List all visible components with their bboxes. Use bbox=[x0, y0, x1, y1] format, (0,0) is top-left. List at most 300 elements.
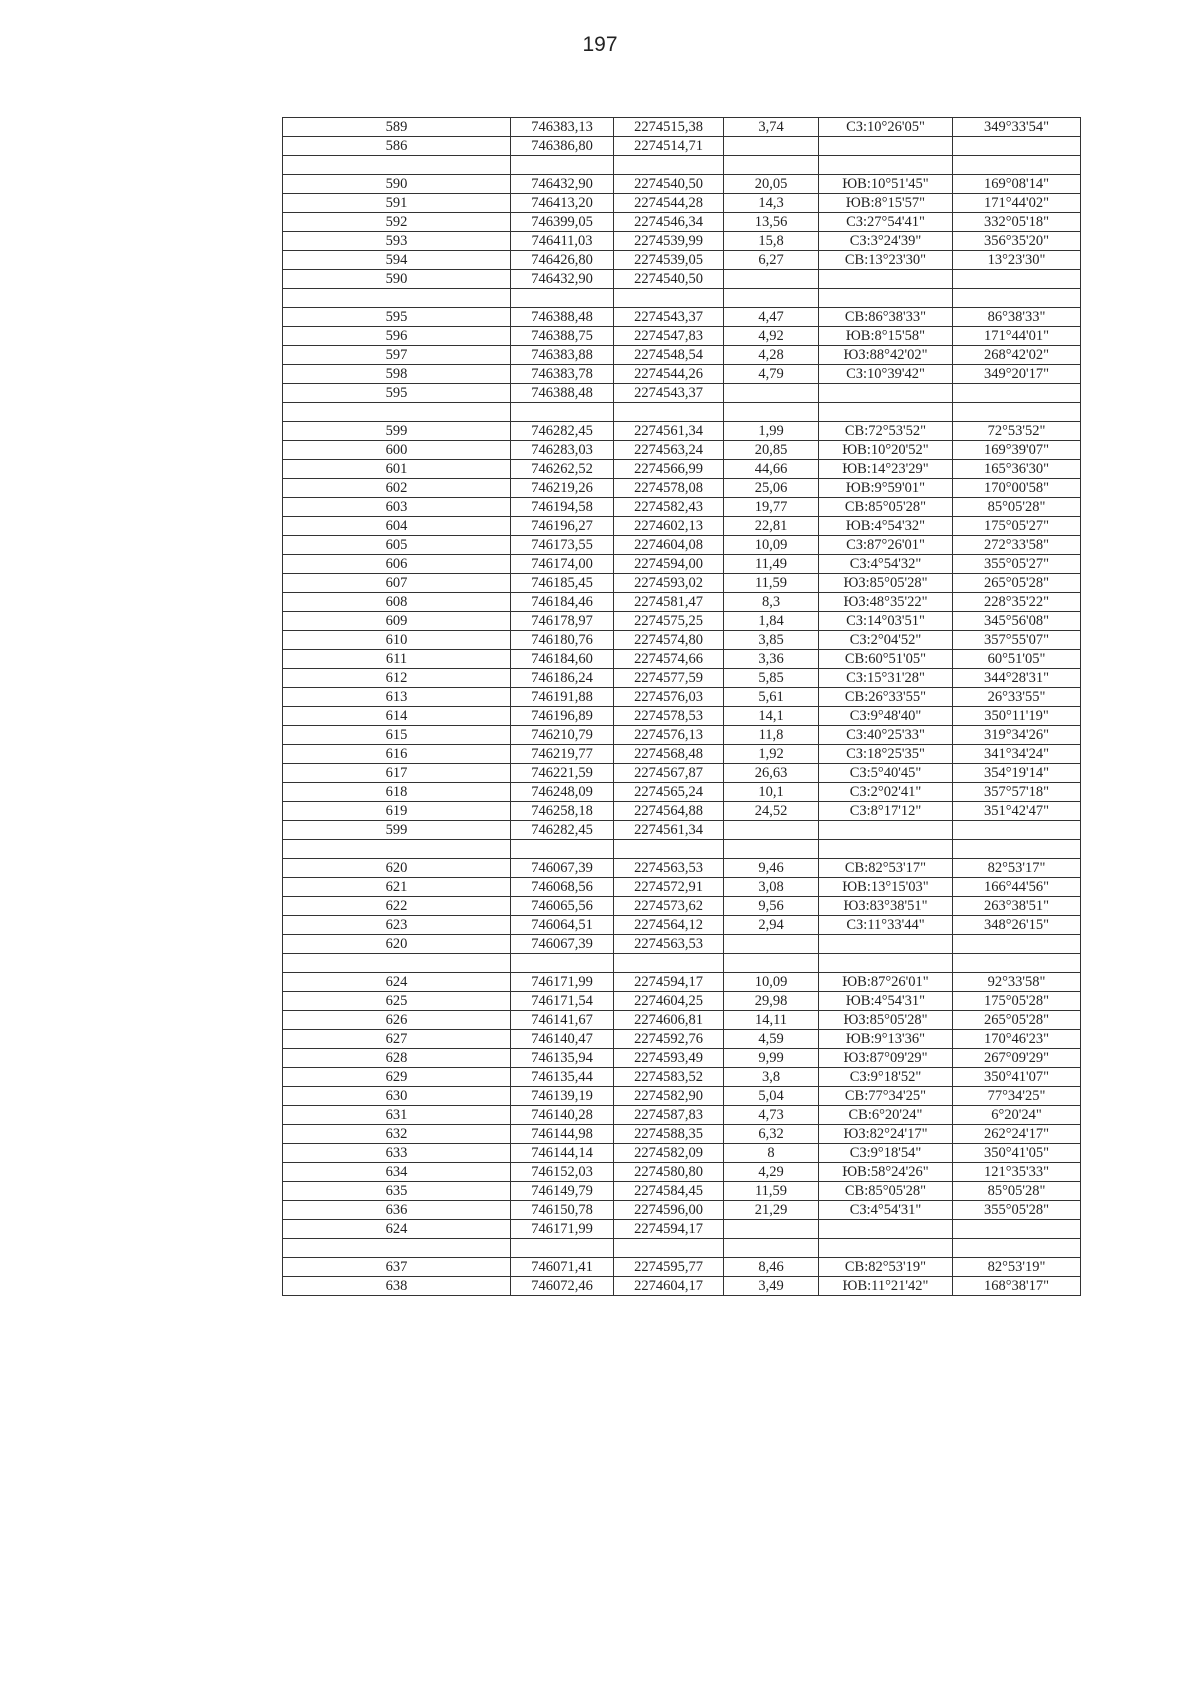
coordinates-table bbox=[282, 117, 1081, 1296]
rhumb-cell: СВ:85°05'28" bbox=[819, 1182, 953, 1201]
azimuth-cell: 263°38'51" bbox=[953, 897, 1081, 916]
y-coordinate-cell: 2274582,43 bbox=[614, 498, 724, 517]
rhumb-cell: СЗ:9°18'54" bbox=[819, 1144, 953, 1163]
table-row bbox=[283, 175, 1081, 194]
table-row bbox=[283, 403, 1081, 422]
rhumb-cell: СЗ:27°54'41" bbox=[819, 213, 953, 232]
point-number-cell: 595 bbox=[283, 308, 511, 327]
azimuth-cell bbox=[953, 840, 1081, 859]
point-number-cell: 629 bbox=[283, 1068, 511, 1087]
point-number-cell: 620 bbox=[283, 935, 511, 954]
coordinates-table-body bbox=[283, 118, 1081, 1296]
azimuth-cell: 168°38'17" bbox=[953, 1277, 1081, 1296]
x-coordinate-cell: 746383,13 bbox=[511, 118, 614, 137]
x-coordinate-cell: 746411,03 bbox=[511, 232, 614, 251]
x-coordinate-cell: 746064,51 bbox=[511, 916, 614, 935]
point-number-cell: 611 bbox=[283, 650, 511, 669]
length-cell: 3,8 bbox=[724, 1068, 819, 1087]
x-coordinate-cell bbox=[511, 954, 614, 973]
point-number-cell: 612 bbox=[283, 669, 511, 688]
y-coordinate-cell: 2274604,08 bbox=[614, 536, 724, 555]
x-coordinate-cell: 746140,28 bbox=[511, 1106, 614, 1125]
azimuth-cell: 6°20'24" bbox=[953, 1106, 1081, 1125]
rhumb-cell bbox=[819, 954, 953, 973]
rhumb-cell: СВ:13°23'30" bbox=[819, 251, 953, 270]
x-coordinate-cell: 746191,88 bbox=[511, 688, 614, 707]
length-cell: 4,47 bbox=[724, 308, 819, 327]
x-coordinate-cell: 746388,75 bbox=[511, 327, 614, 346]
table-row bbox=[283, 916, 1081, 935]
table-row bbox=[283, 118, 1081, 137]
table-row bbox=[283, 1011, 1081, 1030]
x-coordinate-cell: 746065,56 bbox=[511, 897, 614, 916]
azimuth-cell bbox=[953, 935, 1081, 954]
azimuth-cell bbox=[953, 1239, 1081, 1258]
y-coordinate-cell: 2274580,80 bbox=[614, 1163, 724, 1182]
x-coordinate-cell: 746426,80 bbox=[511, 251, 614, 270]
rhumb-cell: СЗ:8°17'12" bbox=[819, 802, 953, 821]
length-cell: 4,92 bbox=[724, 327, 819, 346]
point-number-cell: 589 bbox=[283, 118, 511, 137]
point-number-cell: 623 bbox=[283, 916, 511, 935]
azimuth-cell: 82°53'17" bbox=[953, 859, 1081, 878]
length-cell bbox=[724, 840, 819, 859]
azimuth-cell: 13°23'30" bbox=[953, 251, 1081, 270]
table-row bbox=[283, 422, 1081, 441]
x-coordinate-cell: 746135,94 bbox=[511, 1049, 614, 1068]
rhumb-cell: ЮВ:58°24'26" bbox=[819, 1163, 953, 1182]
point-number-cell: 627 bbox=[283, 1030, 511, 1049]
rhumb-cell: СЗ:2°02'41" bbox=[819, 783, 953, 802]
rhumb-cell: СВ:26°33'55" bbox=[819, 688, 953, 707]
azimuth-cell: 272°33'58" bbox=[953, 536, 1081, 555]
length-cell bbox=[724, 156, 819, 175]
length-cell: 20,85 bbox=[724, 441, 819, 460]
table-row bbox=[283, 783, 1081, 802]
azimuth-cell bbox=[953, 403, 1081, 422]
y-coordinate-cell: 2274561,34 bbox=[614, 422, 724, 441]
length-cell: 44,66 bbox=[724, 460, 819, 479]
y-coordinate-cell: 2274575,25 bbox=[614, 612, 724, 631]
length-cell: 5,61 bbox=[724, 688, 819, 707]
length-cell bbox=[724, 1239, 819, 1258]
table-row bbox=[283, 973, 1081, 992]
point-number-cell: 633 bbox=[283, 1144, 511, 1163]
y-coordinate-cell: 2274544,28 bbox=[614, 194, 724, 213]
x-coordinate-cell: 746174,00 bbox=[511, 555, 614, 574]
point-number-cell: 594 bbox=[283, 251, 511, 270]
length-cell: 29,98 bbox=[724, 992, 819, 1011]
rhumb-cell: СЗ:18°25'35" bbox=[819, 745, 953, 764]
length-cell: 15,8 bbox=[724, 232, 819, 251]
y-coordinate-cell: 2274572,91 bbox=[614, 878, 724, 897]
point-number-cell: 619 bbox=[283, 802, 511, 821]
x-coordinate-cell: 746194,58 bbox=[511, 498, 614, 517]
table-row bbox=[283, 1106, 1081, 1125]
length-cell: 24,52 bbox=[724, 802, 819, 821]
x-coordinate-cell: 746388,48 bbox=[511, 384, 614, 403]
point-number-cell: 625 bbox=[283, 992, 511, 1011]
x-coordinate-cell: 746432,90 bbox=[511, 175, 614, 194]
table-row bbox=[283, 384, 1081, 403]
y-coordinate-cell: 2274573,62 bbox=[614, 897, 724, 916]
y-coordinate-cell bbox=[614, 954, 724, 973]
table-row bbox=[283, 498, 1081, 517]
length-cell bbox=[724, 270, 819, 289]
rhumb-cell: СЗ:2°04'52" bbox=[819, 631, 953, 650]
y-coordinate-cell: 2274561,34 bbox=[614, 821, 724, 840]
point-number-cell: 618 bbox=[283, 783, 511, 802]
rhumb-cell bbox=[819, 384, 953, 403]
x-coordinate-cell: 746262,52 bbox=[511, 460, 614, 479]
x-coordinate-cell: 746383,78 bbox=[511, 365, 614, 384]
azimuth-cell: 85°05'28" bbox=[953, 498, 1081, 517]
point-number-cell: 614 bbox=[283, 707, 511, 726]
table-row bbox=[283, 1068, 1081, 1087]
table-row bbox=[283, 1049, 1081, 1068]
y-coordinate-cell: 2274576,03 bbox=[614, 688, 724, 707]
length-cell: 25,06 bbox=[724, 479, 819, 498]
point-number-cell: 622 bbox=[283, 897, 511, 916]
length-cell: 4,73 bbox=[724, 1106, 819, 1125]
point-number-cell bbox=[283, 289, 511, 308]
x-coordinate-cell: 746184,60 bbox=[511, 650, 614, 669]
point-number-cell: 631 bbox=[283, 1106, 511, 1125]
x-coordinate-cell: 746184,46 bbox=[511, 593, 614, 612]
rhumb-cell bbox=[819, 289, 953, 308]
table-row bbox=[283, 517, 1081, 536]
rhumb-cell: ЮВ:13°15'03" bbox=[819, 878, 953, 897]
table-row bbox=[283, 213, 1081, 232]
azimuth-cell: 267°09'29" bbox=[953, 1049, 1081, 1068]
azimuth-cell: 357°55'07" bbox=[953, 631, 1081, 650]
length-cell bbox=[724, 403, 819, 422]
table-row bbox=[283, 346, 1081, 365]
point-number-cell: 615 bbox=[283, 726, 511, 745]
length-cell bbox=[724, 935, 819, 954]
rhumb-cell: СЗ:4°54'32" bbox=[819, 555, 953, 574]
rhumb-cell: СЗ:10°39'42" bbox=[819, 365, 953, 384]
y-coordinate-cell: 2274604,17 bbox=[614, 1277, 724, 1296]
table-row bbox=[283, 840, 1081, 859]
length-cell: 14,11 bbox=[724, 1011, 819, 1030]
table-row bbox=[283, 1239, 1081, 1258]
y-coordinate-cell: 2274594,00 bbox=[614, 555, 724, 574]
table-row bbox=[283, 612, 1081, 631]
table-row bbox=[283, 137, 1081, 156]
azimuth-cell: 166°44'56" bbox=[953, 878, 1081, 897]
x-coordinate-cell: 746150,78 bbox=[511, 1201, 614, 1220]
table-row bbox=[283, 650, 1081, 669]
point-number-cell bbox=[283, 840, 511, 859]
length-cell: 4,59 bbox=[724, 1030, 819, 1049]
y-coordinate-cell: 2274566,99 bbox=[614, 460, 724, 479]
table-row bbox=[283, 327, 1081, 346]
length-cell: 10,1 bbox=[724, 783, 819, 802]
length-cell bbox=[724, 289, 819, 308]
x-coordinate-cell: 746196,89 bbox=[511, 707, 614, 726]
table-row bbox=[283, 1182, 1081, 1201]
point-number-cell: 590 bbox=[283, 175, 511, 194]
x-coordinate-cell bbox=[511, 156, 614, 175]
rhumb-cell: ЮВ:14°23'29" bbox=[819, 460, 953, 479]
length-cell: 11,59 bbox=[724, 1182, 819, 1201]
table-row bbox=[283, 1030, 1081, 1049]
point-number-cell bbox=[283, 1239, 511, 1258]
point-number-cell: 602 bbox=[283, 479, 511, 498]
table-row bbox=[283, 1144, 1081, 1163]
y-coordinate-cell: 2274604,25 bbox=[614, 992, 724, 1011]
x-coordinate-cell: 746185,45 bbox=[511, 574, 614, 593]
azimuth-cell: 175°05'28" bbox=[953, 992, 1081, 1011]
table-row bbox=[283, 1163, 1081, 1182]
length-cell: 21,29 bbox=[724, 1201, 819, 1220]
point-number-cell: 591 bbox=[283, 194, 511, 213]
azimuth-cell: 72°53'52" bbox=[953, 422, 1081, 441]
x-coordinate-cell: 746072,46 bbox=[511, 1277, 614, 1296]
rhumb-cell bbox=[819, 1220, 953, 1239]
azimuth-cell: 354°19'14" bbox=[953, 764, 1081, 783]
x-coordinate-cell: 746258,18 bbox=[511, 802, 614, 821]
length-cell: 14,3 bbox=[724, 194, 819, 213]
x-coordinate-cell: 746149,79 bbox=[511, 1182, 614, 1201]
x-coordinate-cell: 746219,77 bbox=[511, 745, 614, 764]
length-cell: 22,81 bbox=[724, 517, 819, 536]
rhumb-cell: СВ:82°53'17" bbox=[819, 859, 953, 878]
table-row bbox=[283, 308, 1081, 327]
point-number-cell: 598 bbox=[283, 365, 511, 384]
length-cell: 11,49 bbox=[724, 555, 819, 574]
point-number-cell: 586 bbox=[283, 137, 511, 156]
y-coordinate-cell: 2274567,87 bbox=[614, 764, 724, 783]
table-row bbox=[283, 555, 1081, 574]
y-coordinate-cell: 2274548,54 bbox=[614, 346, 724, 365]
point-number-cell: 603 bbox=[283, 498, 511, 517]
x-coordinate-cell: 746068,56 bbox=[511, 878, 614, 897]
x-coordinate-cell bbox=[511, 403, 614, 422]
azimuth-cell: 170°46'23" bbox=[953, 1030, 1081, 1049]
length-cell: 19,77 bbox=[724, 498, 819, 517]
rhumb-cell bbox=[819, 403, 953, 422]
point-number-cell: 624 bbox=[283, 973, 511, 992]
y-coordinate-cell: 2274582,90 bbox=[614, 1087, 724, 1106]
page-number: 197 bbox=[582, 33, 618, 56]
point-number-cell: 635 bbox=[283, 1182, 511, 1201]
rhumb-cell: ЮЗ:82°24'17" bbox=[819, 1125, 953, 1144]
length-cell: 1,84 bbox=[724, 612, 819, 631]
y-coordinate-cell bbox=[614, 1239, 724, 1258]
x-coordinate-cell: 746180,76 bbox=[511, 631, 614, 650]
x-coordinate-cell: 746144,14 bbox=[511, 1144, 614, 1163]
azimuth-cell: 265°05'28" bbox=[953, 1011, 1081, 1030]
y-coordinate-cell: 2274606,81 bbox=[614, 1011, 724, 1030]
y-coordinate-cell: 2274593,02 bbox=[614, 574, 724, 593]
y-coordinate-cell: 2274592,76 bbox=[614, 1030, 724, 1049]
y-coordinate-cell: 2274582,09 bbox=[614, 1144, 724, 1163]
azimuth-cell: 332°05'18" bbox=[953, 213, 1081, 232]
table-row bbox=[283, 365, 1081, 384]
azimuth-cell bbox=[953, 156, 1081, 175]
table-row bbox=[283, 593, 1081, 612]
rhumb-cell: СЗ:10°26'05" bbox=[819, 118, 953, 137]
azimuth-cell: 170°00'58" bbox=[953, 479, 1081, 498]
azimuth-cell: 171°44'02" bbox=[953, 194, 1081, 213]
rhumb-cell bbox=[819, 270, 953, 289]
y-coordinate-cell: 2274563,24 bbox=[614, 441, 724, 460]
azimuth-cell: 357°57'18" bbox=[953, 783, 1081, 802]
length-cell: 11,59 bbox=[724, 574, 819, 593]
point-number-cell: 605 bbox=[283, 536, 511, 555]
y-coordinate-cell: 2274547,83 bbox=[614, 327, 724, 346]
x-coordinate-cell: 746067,39 bbox=[511, 935, 614, 954]
length-cell: 14,1 bbox=[724, 707, 819, 726]
rhumb-cell: СВ:82°53'19" bbox=[819, 1258, 953, 1277]
x-coordinate-cell: 746186,24 bbox=[511, 669, 614, 688]
point-number-cell: 620 bbox=[283, 859, 511, 878]
point-number-cell: 616 bbox=[283, 745, 511, 764]
table-row bbox=[283, 1220, 1081, 1239]
y-coordinate-cell: 2274540,50 bbox=[614, 270, 724, 289]
table-row bbox=[283, 764, 1081, 783]
y-coordinate-cell: 2274563,53 bbox=[614, 859, 724, 878]
table-row bbox=[283, 1125, 1081, 1144]
table-row bbox=[283, 688, 1081, 707]
x-coordinate-cell: 746152,03 bbox=[511, 1163, 614, 1182]
rhumb-cell: СВ:85°05'28" bbox=[819, 498, 953, 517]
length-cell: 3,74 bbox=[724, 118, 819, 137]
table-row bbox=[283, 631, 1081, 650]
length-cell: 5,85 bbox=[724, 669, 819, 688]
length-cell: 10,09 bbox=[724, 973, 819, 992]
x-coordinate-cell: 746221,59 bbox=[511, 764, 614, 783]
y-coordinate-cell: 2274583,52 bbox=[614, 1068, 724, 1087]
x-coordinate-cell: 746388,48 bbox=[511, 308, 614, 327]
table-row bbox=[283, 441, 1081, 460]
table-row bbox=[283, 1201, 1081, 1220]
point-number-cell: 599 bbox=[283, 422, 511, 441]
x-coordinate-cell: 746141,67 bbox=[511, 1011, 614, 1030]
table-row bbox=[283, 669, 1081, 688]
table-row bbox=[283, 460, 1081, 479]
azimuth-cell: 355°05'27" bbox=[953, 555, 1081, 574]
length-cell: 20,05 bbox=[724, 175, 819, 194]
length-cell: 8,46 bbox=[724, 1258, 819, 1277]
rhumb-cell: ЮЗ:83°38'51" bbox=[819, 897, 953, 916]
table-row bbox=[283, 1277, 1081, 1296]
x-coordinate-cell: 746413,20 bbox=[511, 194, 614, 213]
y-coordinate-cell: 2274564,12 bbox=[614, 916, 724, 935]
length-cell: 3,08 bbox=[724, 878, 819, 897]
rhumb-cell bbox=[819, 156, 953, 175]
y-coordinate-cell bbox=[614, 840, 724, 859]
rhumb-cell bbox=[819, 935, 953, 954]
x-coordinate-cell: 746383,88 bbox=[511, 346, 614, 365]
y-coordinate-cell bbox=[614, 289, 724, 308]
azimuth-cell: 121°35'33" bbox=[953, 1163, 1081, 1182]
point-number-cell: 606 bbox=[283, 555, 511, 574]
x-coordinate-cell: 746282,45 bbox=[511, 821, 614, 840]
length-cell: 6,32 bbox=[724, 1125, 819, 1144]
rhumb-cell: ЮВ:11°21'42" bbox=[819, 1277, 953, 1296]
point-number-cell bbox=[283, 403, 511, 422]
table-row bbox=[283, 859, 1081, 878]
length-cell: 1,92 bbox=[724, 745, 819, 764]
x-coordinate-cell: 746282,45 bbox=[511, 422, 614, 441]
azimuth-cell bbox=[953, 270, 1081, 289]
x-coordinate-cell bbox=[511, 1239, 614, 1258]
azimuth-cell: 344°28'31" bbox=[953, 669, 1081, 688]
table-row bbox=[283, 707, 1081, 726]
rhumb-cell: ЮЗ:87°09'29" bbox=[819, 1049, 953, 1068]
rhumb-cell: СЗ:11°33'44" bbox=[819, 916, 953, 935]
length-cell: 9,46 bbox=[724, 859, 819, 878]
azimuth-cell bbox=[953, 954, 1081, 973]
table-row bbox=[283, 1087, 1081, 1106]
rhumb-cell: ЮВ:9°13'36" bbox=[819, 1030, 953, 1049]
length-cell bbox=[724, 954, 819, 973]
point-number-cell: 593 bbox=[283, 232, 511, 251]
rhumb-cell: ЮВ:8°15'57" bbox=[819, 194, 953, 213]
rhumb-cell: СВ:86°38'33" bbox=[819, 308, 953, 327]
table-row bbox=[283, 194, 1081, 213]
azimuth-cell: 26°33'55" bbox=[953, 688, 1081, 707]
azimuth-cell: 77°34'25" bbox=[953, 1087, 1081, 1106]
rhumb-cell: СВ:77°34'25" bbox=[819, 1087, 953, 1106]
point-number-cell: 634 bbox=[283, 1163, 511, 1182]
rhumb-cell: СЗ:14°03'51" bbox=[819, 612, 953, 631]
rhumb-cell: ЮВ:8°15'58" bbox=[819, 327, 953, 346]
rhumb-cell: СВ:6°20'24" bbox=[819, 1106, 953, 1125]
x-coordinate-cell: 746283,03 bbox=[511, 441, 614, 460]
table-row bbox=[283, 954, 1081, 973]
x-coordinate-cell: 746173,55 bbox=[511, 536, 614, 555]
x-coordinate-cell: 746432,90 bbox=[511, 270, 614, 289]
x-coordinate-cell: 746219,26 bbox=[511, 479, 614, 498]
rhumb-cell: СЗ:5°40'45" bbox=[819, 764, 953, 783]
azimuth-cell: 92°33'58" bbox=[953, 973, 1081, 992]
azimuth-cell: 82°53'19" bbox=[953, 1258, 1081, 1277]
rhumb-cell: СЗ:15°31'28" bbox=[819, 669, 953, 688]
azimuth-cell: 85°05'28" bbox=[953, 1182, 1081, 1201]
x-coordinate-cell: 746071,41 bbox=[511, 1258, 614, 1277]
azimuth-cell: 60°51'05" bbox=[953, 650, 1081, 669]
rhumb-cell: ЮВ:10°20'52" bbox=[819, 441, 953, 460]
point-number-cell: 621 bbox=[283, 878, 511, 897]
table-row bbox=[283, 897, 1081, 916]
length-cell: 4,28 bbox=[724, 346, 819, 365]
rhumb-cell: ЮЗ:85°05'28" bbox=[819, 1011, 953, 1030]
length-cell: 8,3 bbox=[724, 593, 819, 612]
azimuth-cell: 349°20'17" bbox=[953, 365, 1081, 384]
length-cell: 11,8 bbox=[724, 726, 819, 745]
rhumb-cell: ЮВ:10°51'45" bbox=[819, 175, 953, 194]
y-coordinate-cell: 2274594,17 bbox=[614, 1220, 724, 1239]
length-cell bbox=[724, 137, 819, 156]
x-coordinate-cell: 746067,39 bbox=[511, 859, 614, 878]
length-cell: 9,56 bbox=[724, 897, 819, 916]
x-coordinate-cell: 746171,99 bbox=[511, 1220, 614, 1239]
point-number-cell: 636 bbox=[283, 1201, 511, 1220]
y-coordinate-cell: 2274581,47 bbox=[614, 593, 724, 612]
length-cell: 13,56 bbox=[724, 213, 819, 232]
point-number-cell: 613 bbox=[283, 688, 511, 707]
x-coordinate-cell: 746171,99 bbox=[511, 973, 614, 992]
point-number-cell: 596 bbox=[283, 327, 511, 346]
rhumb-cell: ЮВ:87°26'01" bbox=[819, 973, 953, 992]
point-number-cell: 597 bbox=[283, 346, 511, 365]
point-number-cell: 630 bbox=[283, 1087, 511, 1106]
y-coordinate-cell: 2274602,13 bbox=[614, 517, 724, 536]
